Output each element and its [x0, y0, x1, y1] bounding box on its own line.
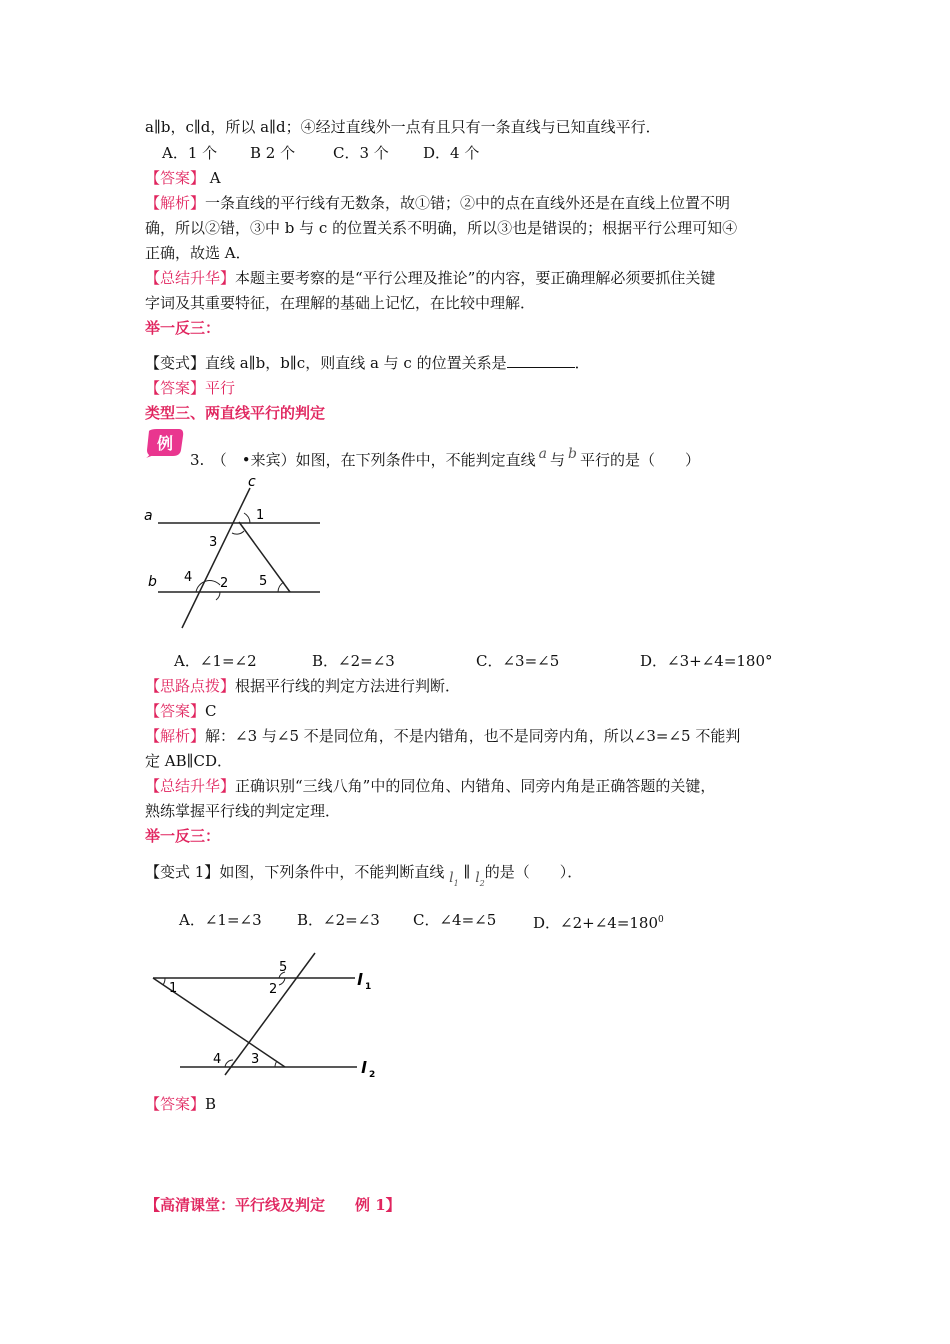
variant-answer	[145, 378, 235, 398]
hint-tag: 【思路点拨】	[145, 677, 236, 695]
l1-symbol: $l_1$	[449, 870, 459, 888]
label-2: 2	[220, 576, 229, 591]
variant-text-end: ．	[574, 354, 590, 372]
variant1-text: 如图，下列条件中，不能判断直线	[219, 863, 445, 881]
answer-value: B	[205, 1095, 217, 1113]
q3-analysis-line-2: 定 AB∥CD．	[145, 752, 233, 770]
v1-option-c: C．∠4=∠5	[413, 911, 497, 929]
l2-symbol: $l_2$	[475, 870, 485, 888]
angle-1-arc	[244, 513, 250, 523]
q2-summary-line-2: 字词及其重要特征，在理解的基础上记忆，在比较中理解．	[145, 294, 536, 312]
label-5: 5	[279, 960, 288, 975]
q2-summary-line-1	[145, 268, 715, 288]
figure-parallel-lines-1	[140, 470, 340, 640]
angle-2-arc	[216, 592, 220, 600]
angle-2-arc	[279, 978, 285, 985]
variant1-answer	[145, 1094, 216, 1114]
figure-parallel-lines-2	[145, 945, 385, 1085]
label-5: 5	[259, 574, 268, 589]
analysis-tag: 【解析】	[145, 727, 206, 745]
q2-option-a: A．1 个	[162, 144, 218, 162]
example-badge-icon	[145, 428, 185, 458]
label-1: 1	[256, 508, 265, 523]
angle-3-arc	[232, 531, 244, 534]
angle-1-arc	[163, 978, 165, 985]
v1-option-a: A．∠1=∠3	[179, 911, 262, 929]
label-l1: l	[357, 970, 363, 989]
q3-stem-text: 3. （ •来宾）如图，在下列条件中，不能判定直线	[190, 451, 536, 469]
label-4: 4	[184, 570, 193, 585]
q2-option-d: D．4 个	[423, 144, 480, 162]
parallel-symbol: ∥	[463, 863, 471, 881]
q3-stem-mid: 与	[550, 451, 566, 469]
summary-text: 正确识别“三线八角”中的同位角、内错角、同旁内角是正确答题的关键，	[235, 777, 716, 795]
variant1-question	[145, 862, 582, 889]
section-heading: 类型三、两直线平行的判定	[145, 404, 326, 422]
q3-option-b: B．∠2=∠3	[312, 652, 395, 670]
q3-analysis-line-1	[145, 726, 740, 746]
degree-sup: 0	[658, 915, 664, 925]
q3-summary-line-2: 熟练掌握平行线的判定定理．	[145, 802, 341, 820]
example-badge-text: 例	[156, 434, 174, 453]
variant-question	[145, 353, 590, 373]
answer-tag: 【答案】	[145, 1095, 206, 1113]
v1-option-d: D．$\angle 2+\angle 4=180^0$	[533, 914, 664, 932]
hint-text: 根据平行线的判定方法进行判断．	[235, 677, 461, 695]
practice-heading-1: 举一反三：	[145, 319, 221, 337]
answer-tag: 【答案】	[145, 702, 206, 720]
footer-classroom-note: 【高清课堂：平行线及判定 例 1】	[145, 1196, 401, 1214]
q3-answer	[145, 701, 217, 721]
summary-tag: 【总结升华】	[145, 269, 236, 287]
q3-option-a: A．∠1=∠2	[174, 652, 257, 670]
answer-value: 平行	[205, 379, 236, 397]
q2-answer	[145, 168, 221, 188]
label-b: b	[148, 574, 157, 590]
label-3: 3	[209, 535, 218, 550]
angle-3-arc	[275, 1061, 277, 1067]
label-l2: l	[361, 1058, 367, 1077]
analysis-text: 解：∠3 与∠5 不是同位角，不是内错角，也不是同旁内角，所以∠3=∠5 不能判	[205, 727, 741, 745]
summary-tag: 【总结升华】	[145, 777, 236, 795]
answer-blank	[507, 353, 575, 368]
label-l1-sub: 1	[365, 982, 372, 992]
v1-option-b: B．∠2=∠3	[297, 911, 380, 929]
intro-line: a∥b，c∥d，所以 a∥d；④经过直线外一点有且只有一条直线与已知直线平行．	[145, 118, 661, 136]
label-3: 3	[251, 1052, 260, 1067]
practice-heading-2: 举一反三：	[145, 827, 221, 845]
analysis-text: 一条直线的平行线有无数条，故①错；②中的点在直线外还是在直线上位置不明	[205, 194, 731, 212]
label-a: a	[144, 508, 153, 524]
variant1-text-end: 的是（ ）．	[484, 863, 583, 881]
q3-option-c: C．∠3=∠5	[476, 652, 560, 670]
answer-value: A	[209, 169, 221, 187]
label-l2-sub: 2	[369, 1070, 376, 1080]
answer-value: C	[205, 702, 217, 720]
var-b: b	[568, 446, 578, 462]
q2-analysis-line-3: 正确，故选 A．	[145, 244, 251, 262]
q3-stem	[190, 446, 701, 471]
q2-analysis-line-2: 确，所以②错，③中 b 与 c 的位置关系不明确，所以③也是错误的；根据平行公理可知④	[145, 219, 738, 237]
q2-option-b: B 2 个	[250, 144, 296, 162]
variant-text: 直线 a∥b，b∥c，则直线 a 与 c 的位置关系是	[205, 354, 507, 372]
label-2: 2	[269, 982, 278, 997]
q3-hint	[145, 676, 460, 696]
label-1: 1	[169, 981, 178, 996]
q2-analysis-line-1	[145, 193, 730, 213]
q2-option-c: C．3 个	[333, 144, 389, 162]
analysis-tag: 【解析】	[145, 194, 206, 212]
line-c	[182, 488, 250, 628]
variant1-tag: 【变式 1】	[145, 863, 220, 881]
answer-tag: 【答案】	[145, 379, 206, 397]
var-a: a	[538, 446, 548, 462]
q3-summary-line-1	[145, 776, 715, 796]
answer-tag: 【答案】	[145, 169, 206, 187]
summary-text: 本题主要考察的是“平行公理及推论”的内容，要正确理解必须要抓住关键	[235, 269, 716, 287]
label-c: c	[248, 474, 256, 490]
variant-tag: 【变式】	[145, 354, 206, 372]
label-4: 4	[213, 1052, 222, 1067]
q3-option-d: D．∠3+∠4=180°	[640, 652, 773, 670]
q3-stem-end: 平行的是（ ）	[580, 451, 701, 469]
